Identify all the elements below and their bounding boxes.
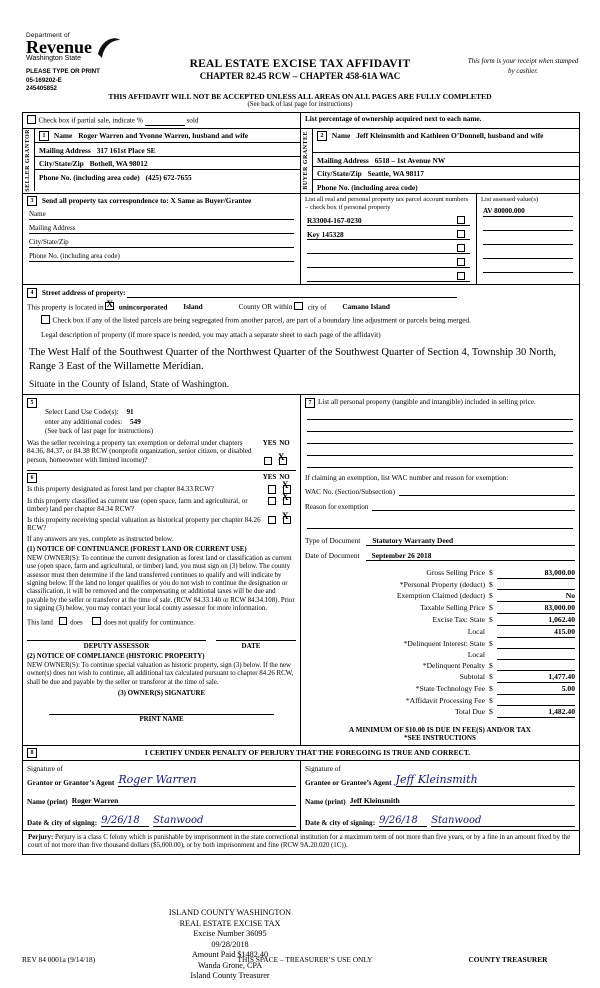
assessed-value-block	[477, 194, 579, 284]
amount-label: *Affidavit Processing Fee	[405, 695, 485, 705]
no-header-6: NO	[279, 473, 290, 481]
receipt-note: This form is your receipt when stamped by cashier.	[467, 57, 579, 75]
form-revision: REV 84 0001a (9/14/18)	[22, 955, 96, 964]
county-treasurer-label: COUNTY TREASURER	[468, 955, 548, 964]
section-3-number: 3	[27, 196, 37, 206]
buyer-name-line	[313, 129, 579, 153]
type-print-block	[26, 68, 100, 94]
parcel-row[interactable]	[307, 243, 470, 254]
correspondence-block	[23, 194, 301, 284]
stamp-line-2: REAL ESTATE EXCISE TAX	[179, 918, 281, 928]
buyer-mailing-line	[313, 153, 579, 166]
grantor-signature-block	[23, 761, 301, 830]
unincorporated-label: unincorporated	[118, 302, 168, 311]
stamp-line-6: Wanda Grone, CPA	[197, 960, 263, 970]
grantee-signature-value[interactable]: Jeff Kleinsmith	[396, 773, 575, 787]
corr-mailing-line[interactable]	[29, 223, 294, 234]
parcel-personal-checkbox-5[interactable]	[457, 272, 465, 280]
minimum-fee-note: A MINIMUM OF $10.00 IS DUE IN FEE(S) AND/OR TAX	[349, 725, 531, 734]
county-value[interactable]: Island	[183, 302, 203, 311]
parcel-numbers-block	[301, 194, 477, 284]
amount-label: *Personal Property (deduct)	[399, 579, 485, 589]
land-use-select-label: Select Land Use Code(s):	[45, 407, 119, 416]
seller-block	[23, 129, 301, 193]
amount-label: Local	[467, 626, 485, 636]
dor-state-label: Washington State	[26, 55, 81, 62]
land-use-code[interactable]: 91	[126, 407, 134, 416]
buyer-mailing-value[interactable]: 6518 – 1st Avenue NW	[374, 155, 446, 165]
parcel-row[interactable]	[307, 215, 470, 226]
buyer-name-value[interactable]: Jeff Kleinsmith and Kathleen O’Donnell, husband and wife	[356, 131, 544, 140]
seller-phone-label: Phone No. (including area code)	[39, 172, 140, 182]
section-7-number: 7	[305, 398, 315, 408]
owner-signature-title: (3) OWNER(S) SIGNATURE	[117, 690, 206, 698]
grantee-signature-block	[301, 761, 579, 830]
corr-phone-label: Phone No. (including area code)	[29, 251, 120, 260]
personal-property-line[interactable]	[307, 421, 573, 432]
amount-label: Taxable Selling Price	[420, 602, 485, 612]
corr-name-label: Name	[29, 209, 46, 218]
amount-label: *Delinquent Penalty	[422, 660, 485, 670]
section-5-block: 5 Select Land Use Code(s): 91 enter any additional codes: 549 (See back of last page for instructions) Was the seller receiving a property tax exemption or deferral under chapters 84.36, 84.37, or 84.38 RCW (nonprofit organization, senior citizen, or disabled person, homeowner with limited income)? YES NO X	[27, 398, 296, 467]
situate-text: Situate in the County of Island, State of Washington.	[29, 379, 230, 390]
land-use-seeback: (See back of last page for instructions)	[45, 426, 154, 435]
segregation-checkbox[interactable]	[41, 315, 50, 324]
page-footer	[22, 955, 578, 964]
grantee-signature-label: Signature of	[305, 763, 341, 773]
personal-property-line[interactable]	[307, 433, 573, 444]
amount-row	[305, 649, 575, 660]
grantor-print-label: Name (print)	[27, 796, 68, 806]
form-number-2: 245405852	[26, 85, 57, 92]
correspondence-instruction: Send all property tax correspondence to: X Same as Buyer/Grantee	[41, 195, 252, 205]
amount-row: Gross Selling Price $ 83,000.00	[305, 567, 575, 579]
parcel-value-1: R33004-167-0230	[307, 215, 362, 225]
document-type-value[interactable]: Statutory Warranty Deed	[366, 536, 575, 546]
exemption-claim-label: If claiming an exemption, list WAC number and reason for exemption:	[305, 473, 509, 482]
yes-header-5: YES	[262, 438, 277, 447]
amount-value[interactable]	[497, 695, 575, 706]
reason-exemption-line[interactable]	[307, 518, 573, 529]
if-any-yes-note: If any answers are yes, complete as instructed below.	[27, 535, 174, 543]
grantor-signature-label2: Grantor or Grantor’s Agent	[27, 777, 115, 787]
buyer-block	[301, 129, 579, 193]
grantee-date-value[interactable]: 9/26/18	[379, 815, 427, 827]
seller-side-tab	[23, 129, 35, 192]
parcel-row[interactable]	[307, 229, 470, 240]
grantor-signature-value[interactable]: Roger Warren	[118, 773, 296, 787]
seller-side-label: SELLER GRANTOR	[25, 128, 31, 192]
buyer-phone-label: Phone No. (including area code)	[317, 182, 418, 192]
grantee-signature-label2: Grantee or Grantee’s Agent	[305, 777, 392, 787]
perjury-block	[23, 830, 579, 854]
amount-label: *State Technology Fee	[415, 683, 485, 693]
personal-property-line[interactable]	[307, 409, 573, 420]
signature-section	[23, 760, 579, 830]
corr-citystate-label: City/State/Zip	[29, 237, 69, 246]
assessed-row-blank[interactable]	[483, 234, 573, 245]
seller-phone-value[interactable]: (425) 672-7655	[145, 172, 192, 182]
personal-property-label: List all personal property (tangible and intangible) included in selling price.	[318, 397, 536, 406]
assessed-row-blank[interactable]	[483, 262, 573, 273]
historic-question-row: Is this property receiving special valuation as historical property per chapter 84.26 RCW? X	[27, 516, 296, 533]
amount-label: Total Due	[454, 706, 485, 716]
assessed-header: List assessed value(s)	[481, 195, 539, 203]
form-title-block	[170, 58, 430, 81]
unincorporated-checkbox[interactable]: X	[106, 298, 113, 309]
section-1-number: 1	[39, 131, 49, 141]
partial-sale-label: Check box if partial sale, indicate %	[38, 116, 143, 125]
buyer-citystate-value[interactable]: Seattle, WA 98117	[367, 169, 424, 178]
corr-phone-line[interactable]	[29, 251, 294, 262]
parcel-personal-checkbox-1[interactable]	[457, 216, 465, 224]
amount-row: *Personal Property (deduct) $	[305, 579, 575, 590]
notice-continuance-body: NEW OWNER(S): To continue the current designation as forest land or classification as current use (open space, farm and agricultural, or timber) land, you must sign on (3) below. The county assessor must then determine if the land transferred continues to qualify and will indicate by signing below. If the land no longer qualifies or you do not wish to continue the designation or classification, it will be removed and the compensating or additional taxes will be due and payable by the seller or transferor at the time of sale. (RCW 84.33.140 or RCW 84.34.108). Prior to signing (3) below, you may contact your local county assessor for more information.	[27, 554, 295, 613]
buyer-citystate-label: City/State/Zip	[317, 169, 362, 178]
current-use-yes-checkbox[interactable]	[268, 497, 277, 506]
amount-row: *Delinquent Interest: State $	[305, 638, 575, 649]
current-use-question-row: Is this property classified as current use (open space, farm and agricultural, or timber) land per chapter 84.34 RCW? X	[27, 497, 296, 514]
affidavit-warning-sub: (See back of last page for instructions)	[247, 101, 353, 108]
corr-name-line[interactable]	[29, 209, 294, 220]
land-use-additional-code[interactable]: 549	[130, 417, 141, 426]
assessor-date-label: DATE	[241, 642, 261, 651]
grantee-print-label: Name (print)	[305, 796, 346, 806]
amount-value[interactable]: 83,000.00	[497, 602, 575, 614]
grantee-print-value[interactable]: Jeff Kleinsmith	[350, 796, 575, 806]
parcel-personal-checkbox-2[interactable]	[457, 230, 465, 238]
perjury-text: Perjury is a class C felony which is punishable by imprisonment in the state correctional institution for a maximum term of not more than five years, or by a fine in an amount fixed by the court of not more than five thousand dollars ($5,000.00), or by both imprisonment and fine (RCW 9A.20.020 (1C)).	[28, 833, 571, 850]
wac-number-value[interactable]	[399, 488, 575, 496]
senior-exemption-question: Was the seller receiving a property tax exemption or deferral under chapters 84.36, 84.37, or 84.38 RCW (nonprofit organization, senior citizen, or disabled person, homeowner with limited income)?	[27, 438, 252, 464]
document-date-label: Date of Document	[305, 550, 360, 560]
notice-continuance-title: (1) NOTICE OF CONTINUANCE (FOREST LAND OR CURRENT USE)	[27, 546, 247, 554]
notice-compliance-body: NEW OWNER(S): To continue special valuation as historic property, sign (3) below. If the new owner(s) does not wish to continue, all additional tax calculated pursuant to chapter 84.26 RCW, shall be due and payable by the seller or transferor at the time of sale.	[27, 661, 294, 686]
grantor-signature-label: Signature of	[27, 763, 63, 773]
treasurer-stamp	[120, 908, 340, 982]
deputy-assessor-label: DEPUTY ASSESSOR	[83, 642, 150, 651]
page-subtitle: CHAPTER 82.45 RCW – CHAPTER 458-61A WAC	[199, 71, 401, 81]
corr-mailing-label: Mailing Address	[29, 223, 76, 232]
partial-sale-left	[23, 113, 301, 129]
seller-mailing-line	[35, 143, 300, 156]
stamp-line-4: 09/28/2018	[211, 939, 249, 949]
seller-mailing-label: Mailing Address	[39, 145, 91, 155]
stamp-line-3: Excise Number 36095	[193, 929, 267, 938]
amount-label: Exemption Claimed (deduct)	[396, 590, 485, 600]
segregation-label: Check box if any of the listed parcels are being segregated from another parcel, are part of a boundary line adjustment or parcels being merged.	[52, 315, 471, 325]
partial-sale-row	[23, 113, 579, 129]
grantor-city-value[interactable]: Stanwood	[153, 815, 296, 827]
parcel-personal-checkbox-3[interactable]	[457, 244, 465, 252]
section-2-number: 2	[317, 131, 327, 141]
street-address-label: Street address of property:	[41, 287, 126, 297]
this-land-label: This land	[27, 619, 53, 627]
county-or-label: County OR within	[238, 302, 293, 311]
certify-statement: I CERTIFY UNDER PENALTY OF PERJURY THAT THE FOREGOING IS TRUE AND CORRECT.	[144, 748, 471, 757]
historic-yes-checkbox[interactable]	[268, 516, 277, 525]
parcel-row[interactable]	[307, 257, 470, 268]
stamp-line-5: Amount Paid $1482.40	[191, 950, 269, 959]
amount-row: Excise Tax: State $ 1,062.40	[305, 614, 575, 626]
buyer-side-label: BUYER GRANTEE	[303, 131, 309, 190]
partial-sale-tail: sold	[186, 116, 199, 125]
forest-land-question-row: Is this property designated as forest land per chapter 84.33 RCW? X	[27, 485, 296, 495]
parcel-header: List all real and personal property tax parcel account numbers – check box if personal property	[305, 195, 469, 211]
assessed-row-blank[interactable]	[483, 220, 573, 231]
buyer-phone-value[interactable]	[418, 183, 422, 192]
dor-revenue-label: Revenue	[26, 37, 92, 57]
document-type-label: Type of Document	[305, 535, 361, 545]
street-address-block	[23, 284, 579, 342]
does-qualify-checkbox[interactable]	[59, 617, 68, 626]
historic-question: Is this property receiving special valuation as historical property per chapter 84.26 RCW?	[27, 515, 261, 533]
seller-name-value[interactable]: Roger Warren and Yvonne Warren, husband and wife	[78, 131, 249, 140]
amount-value[interactable]	[497, 649, 575, 660]
section-6-number: 6	[27, 473, 37, 483]
print-name-label: PRINT NAME	[139, 716, 184, 724]
buyer-phone-line	[313, 180, 579, 193]
amount-value[interactable]: 83,000.00	[497, 567, 575, 579]
partial-sale-checkbox[interactable]	[27, 115, 36, 124]
current-use-question: Is this property classified as current use (open space, farm and agricultural, or timber) land per chapter 84.34 RCW?	[27, 496, 248, 514]
amount-row: Taxable Selling Price $ 83,000.00	[305, 602, 575, 614]
legal-description-text: The West Half of the Southwest Quarter of the Northwest Quarter of the Southwest Quarter of Section 4, Township 30 North, Range 3 East of the Willamette Meridian.	[29, 346, 557, 372]
amount-value[interactable]	[497, 660, 575, 671]
buyer-name-label: Name	[331, 131, 351, 140]
amounts-table	[305, 567, 575, 718]
parcel-row[interactable]	[307, 271, 470, 282]
parcel-personal-checkbox-4[interactable]	[457, 258, 465, 266]
seller-citystate-label: City/State/Zip	[39, 159, 84, 168]
sections-5-6-7-row	[23, 394, 579, 745]
amount-row: Total Due $ 1,482.40	[305, 706, 575, 718]
amount-value[interactable]: No	[497, 590, 575, 602]
city-value[interactable]: Camano Island	[342, 302, 390, 311]
located-in-label: This property is located in	[27, 302, 104, 311]
amount-label: Subtotal	[459, 671, 485, 681]
dor-department-label: Department of	[26, 32, 70, 39]
grantee-date-label: Date & city of signing:	[305, 817, 376, 827]
seller-phone-line	[35, 170, 300, 183]
amount-value[interactable]	[497, 579, 575, 590]
seller-citystate-line	[35, 157, 300, 170]
grantee-city-value[interactable]: Stanwood	[431, 815, 575, 827]
type-print-label: PLEASE TYPE OR PRINT	[26, 68, 100, 75]
amount-row: Exemption Claimed (deduct) $ No	[305, 590, 575, 602]
certify-row	[23, 745, 579, 760]
amount-row: *State Technology Fee $ 5.00	[305, 683, 575, 695]
forest-land-yes-checkbox[interactable]	[268, 485, 277, 494]
left-column	[23, 395, 301, 745]
reason-exemption-label: Reason for exemption	[305, 502, 369, 511]
buyer-mailing-label: Mailing Address	[317, 155, 369, 165]
section-8-number: 8	[27, 748, 37, 758]
does-not-label: does not qualify for continuance.	[103, 619, 195, 627]
amount-label: Local	[467, 649, 485, 659]
amount-value[interactable]: 1,062.40	[497, 614, 575, 626]
ownership-pct-label: List percentage of ownership acquired next to each name.	[301, 113, 579, 129]
city-of-label: city of	[307, 302, 327, 311]
section-5-number: 5	[27, 398, 37, 408]
city-checkbox[interactable]	[294, 302, 303, 311]
amount-row: *Delinquent Penalty $	[305, 660, 575, 671]
buyer-citystate-line	[313, 167, 579, 180]
stamp-line-7: Island County Treasurer	[190, 971, 270, 980]
assessed-row[interactable]	[483, 206, 573, 217]
land-use-additional-label: enter any additional codes:	[45, 417, 123, 426]
reason-exemption-value[interactable]	[372, 503, 575, 511]
amount-value[interactable]: 1,482.40	[497, 706, 575, 718]
amount-row: *Affidavit Processing Fee $	[305, 695, 575, 706]
amount-label: *Delinquent Interest: State	[403, 638, 485, 648]
page-title: REAL ESTATE EXCISE TAX AFFIDAVIT	[189, 58, 411, 70]
seller-mailing-value[interactable]: 317 161st Place SE	[96, 145, 156, 155]
section-4-number: 4	[27, 288, 37, 298]
does-not-qualify-checkbox[interactable]	[92, 617, 101, 626]
amount-row: Subtotal $ 1,477.40	[305, 671, 575, 683]
see-instructions-note: *SEE INSTRUCTIONS	[404, 733, 476, 742]
legal-description-label: Legal description of property (if more space is needed, you may attach a separate sheet to each page of the affidavit)	[41, 329, 381, 339]
assessed-value: AV 80000.000	[483, 206, 525, 215]
seller-buyer-row	[23, 129, 579, 193]
notice-compliance-title: (2) NOTICE OF COMPLIANCE (HISTORIC PROPERTY)	[27, 653, 205, 661]
no-header-5: NO	[279, 438, 290, 447]
right-column	[301, 395, 579, 745]
amount-label: Excise Tax: State	[432, 614, 485, 624]
personal-property-line[interactable]	[307, 457, 573, 468]
treasurer-space-label: THIS SPACE – TREASURER’S USE ONLY	[237, 955, 373, 964]
amount-value[interactable]: 1,477.40	[497, 671, 575, 683]
grantor-print-value[interactable]: Roger Warren	[72, 796, 296, 806]
seller-name-line	[35, 129, 300, 143]
buyer-side-tab	[301, 129, 313, 193]
senior-exemption-yes-checkbox[interactable]	[264, 457, 273, 466]
amount-value[interactable]	[497, 638, 575, 649]
document-date-value[interactable]: September 26 2018	[366, 551, 575, 561]
form-number-1: 05-169202-E	[26, 76, 62, 84]
affidavit-warning: THIS AFFIDAVIT WILL NOT BE ACCEPTED UNLESS ALL AREAS ON ALL PAGES ARE FULLY COMPLETED	[108, 92, 492, 101]
seller-citystate-value[interactable]: Bothell, WA 98012	[89, 159, 148, 168]
section-6-block	[27, 470, 296, 725]
amount-row	[305, 626, 575, 638]
form-body	[22, 112, 580, 855]
correspondence-parcels-row	[23, 193, 579, 284]
form-header	[0, 0, 600, 92]
amount-label: Gross Selling Price	[426, 567, 485, 577]
assessed-row-blank[interactable]	[483, 248, 573, 259]
does-label: does	[70, 619, 83, 627]
forest-land-question: Is this property designated as forest land per chapter 84.33 RCW?	[27, 485, 214, 493]
wac-number-label: WAC No. (Section/Subsection)	[305, 487, 396, 496]
amount-value[interactable]: 415.00	[497, 626, 575, 638]
seller-name-label: Name	[53, 131, 73, 140]
stamp-line-1: ISLAND COUNTY WASHINGTON	[168, 908, 292, 917]
corr-citystate-line[interactable]	[29, 237, 294, 248]
personal-property-line[interactable]	[307, 445, 573, 456]
yes-header-6: YES	[262, 473, 277, 481]
grantor-date-value[interactable]: 9/26/18	[101, 815, 149, 827]
grantor-date-label: Date & city of signing:	[27, 817, 98, 827]
amount-value[interactable]: 5.00	[497, 683, 575, 695]
perjury-label: Perjury:	[28, 833, 54, 841]
parcel-value-2: Key 145328	[307, 229, 344, 239]
revenue-swoosh-icon	[96, 34, 122, 60]
